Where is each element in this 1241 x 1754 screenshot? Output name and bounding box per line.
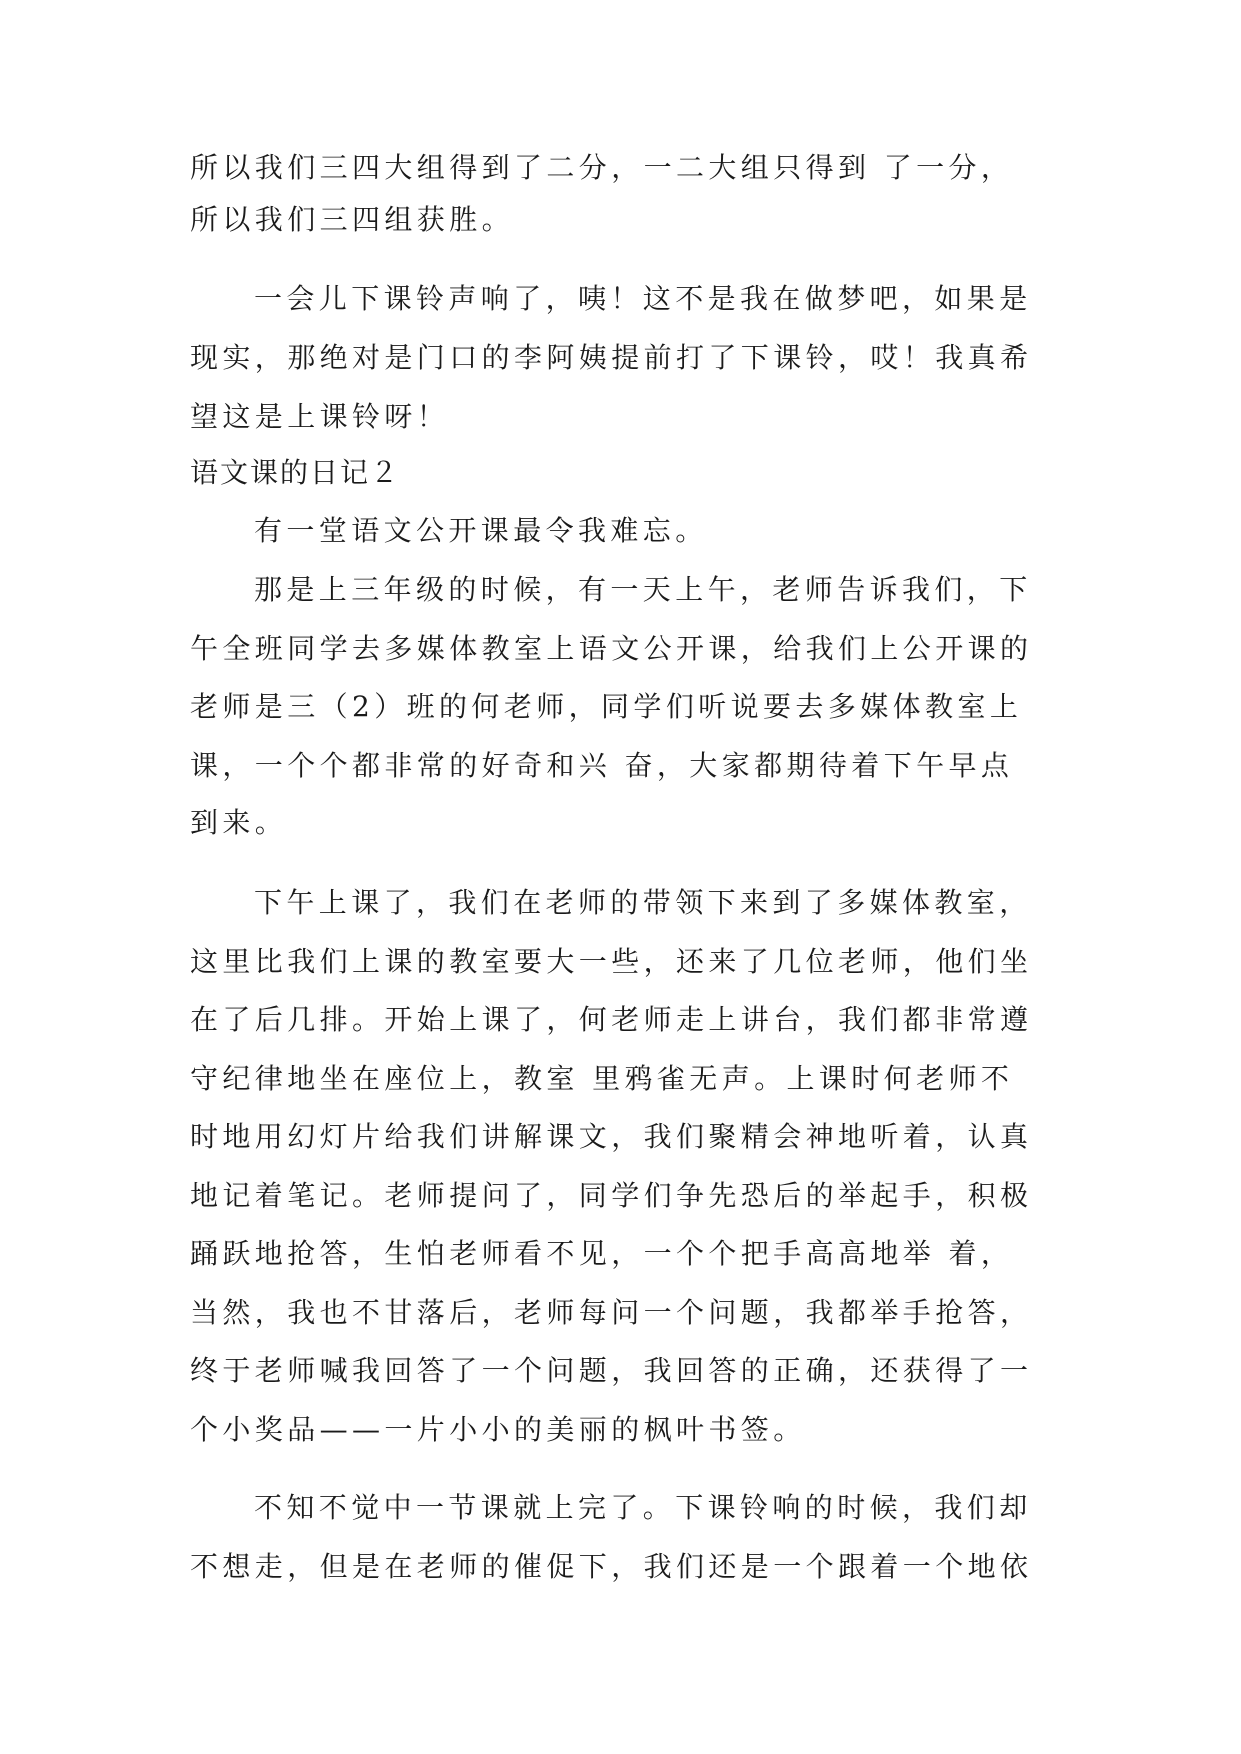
section-heading: 语文课的日记２ <box>190 456 401 489</box>
text-line: 所以我们三四大组得到了二分，一二大组只得到 了一分， <box>190 151 1014 184</box>
text-line: 有一堂语文公开课最令我难忘。 <box>254 514 708 547</box>
text-line: 课，一个个都非常的好奇和兴 奋，大家都期待着下午早点 <box>190 749 1014 782</box>
text-line: 不想走，但是在老师的催促下，我们还是一个跟着一个地依 <box>190 1550 1033 1583</box>
text-line: 到来。 <box>190 806 288 839</box>
text-line: 守纪律地坐在座位上，教室 里鸦雀无声。上课时何老师不 <box>190 1062 1014 1095</box>
text-line: 这里比我们上课的教室要大一些，还来了几位老师，他们坐 <box>190 945 1033 978</box>
text-line: 地记着笔记。老师提问了，同学们争先恐后的举起手，积极 <box>190 1179 1033 1212</box>
text-line: 那是上三年级的时候，有一天上午，老师告诉我们，下 <box>254 573 1032 606</box>
text-line: 望这是上课铃呀！ <box>190 400 450 433</box>
text-line: 当然，我也不甘落后，老师每问一个问题，我都举手抢答， <box>190 1296 1033 1329</box>
text-line: 午全班同学去多媒体教室上语文公开课，给我们上公开课的 <box>190 632 1033 665</box>
text-line: 老师是三（2）班的何老师，同学们听说要去多媒体教室上 <box>190 690 1023 723</box>
text-line: 在了后几排。开始上课了，何老师走上讲台，我们都非常遵 <box>190 1003 1033 1036</box>
text-line: 一会儿下课铃声响了，咦！这不是我在做梦吧，如果是 <box>254 282 1032 315</box>
text-line: 现实，那绝对是门口的李阿姨提前打了下课铃，哎！我真希 <box>190 341 1033 374</box>
text-line: 踊跃地抢答，生怕老师看不见，一个个把手高高地举 着， <box>190 1237 1014 1270</box>
text-line: 个小奖品——一片小小的美丽的枫叶书签。 <box>190 1413 806 1446</box>
text-line: 时地用幻灯片给我们讲解课文，我们聚精会神地听着，认真 <box>190 1120 1033 1153</box>
text-line: 下午上课了，我们在老师的带领下来到了多媒体教室， <box>254 886 1032 919</box>
text-line: 终于老师喊我回答了一个问题，我回答的正确，还获得了一 <box>190 1354 1033 1387</box>
text-line: 不知不觉中一节课就上完了。下课铃响的时候，我们却 <box>254 1491 1032 1524</box>
text-line: 所以我们三四组获胜。 <box>190 203 515 236</box>
